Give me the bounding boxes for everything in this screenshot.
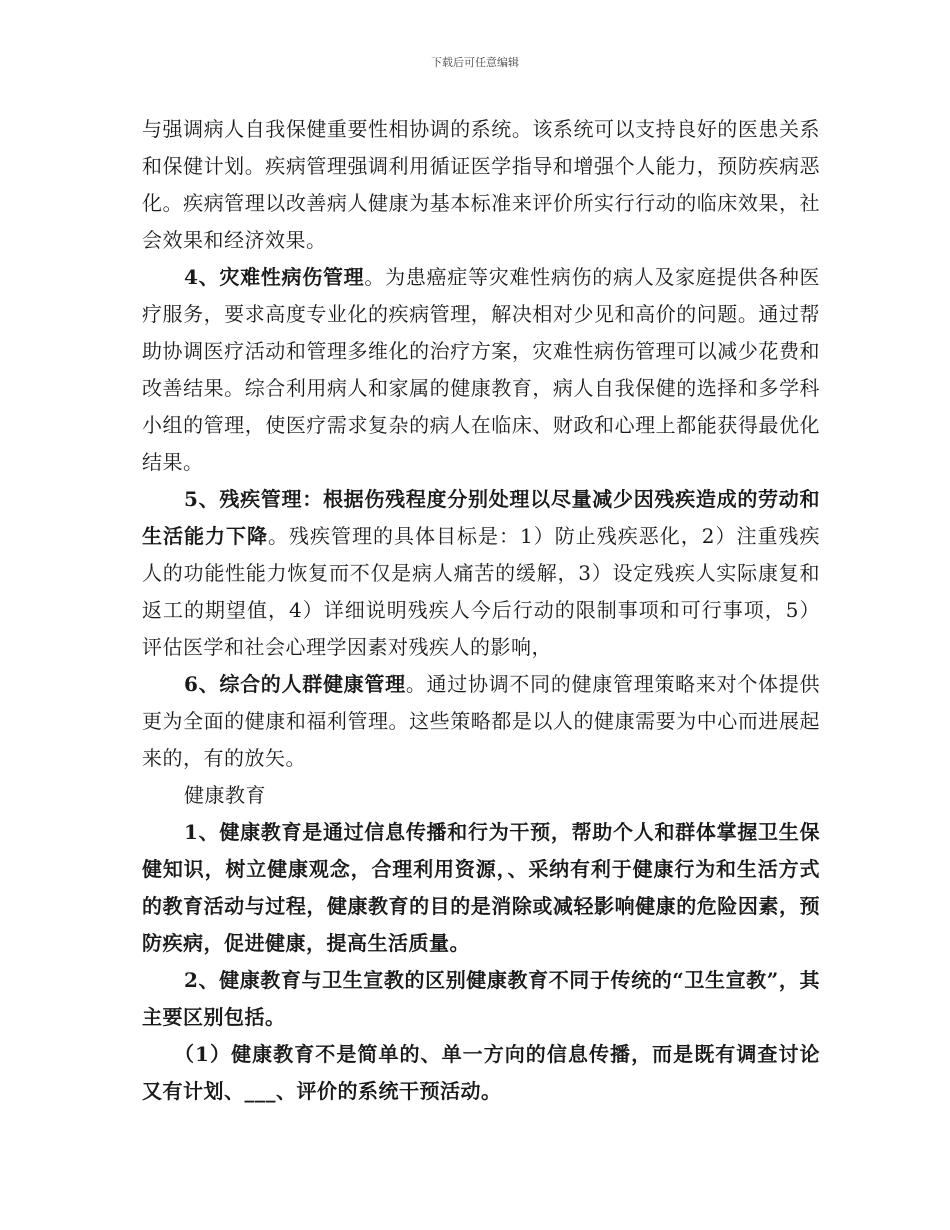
heading-disability-management: 5、残疾管理：根据伤残程度分别处理以尽量减少因残疾造成的劳动和生活能力下降 [142,487,820,548]
text-catastrophic-injury: 。为患癌症等灾难性病伤的病人及家庭提供各种医疗服务，要求高度专业化的疾病管理，解决相对少见和高价的问题。通过帮助协调医疗活动和管理多维化的治疗方案，灾难性病伤管理可以减少花费和改善结果。综合利用病人和家属的健康教育，病人自我保健的选择和多学科小组的管理，使医疗需求复杂的病人在临床、财政和心理上都能获得最优化结果。 [142,265,820,474]
section-title-health-education: 健康教育 [184,783,266,807]
paragraph-health-education-difference: 2、健康教育与卫生宣教的区别健康教育不同于传统的“卫生宣教”，其主要区别包括。 [142,968,820,1029]
document-body [142,111,820,1110]
paragraph-disability-management [142,481,820,666]
heading-catastrophic-injury: 4、灾难性病伤管理 [184,265,365,289]
page-header: 下载后可任意编辑 [431,56,519,69]
paragraph-disease-management: 与强调病人自我保健重要性相协调的系统。该系统可以支持良好的医患关系和保健计划。疾病管理强调利用循证医学指导和增强个人能力，预防疾病恶化。疾病管理以改善病人健康为基本标准来评价所实行行动的临床效果，社会效果和经济效果。 [142,117,820,252]
text-disability-management: 。残疾管理的具体目标是：1）防止残疾恶化，2）注重残疾人的功能性能力恢复而不仅是病人痛苦的缓解，3）设定残疾人实际康复和返工的期望值，4）详细说明残疾人今后行动的限制事项和可行事项，5）评估医学和社会心理学因素对残疾人的影响， [142,524,821,659]
paragraph-health-education-definition: 1、健康教育是通过信息传播和行为干预，帮助个人和群体掌握卫生保健知识，树立健康观念，合理利用资源，、采纳有利于健康行为和生活方式的教育活动与过程，健康教育的目的是消除或减轻影响健康的危险因素，预防疾病，促进健康，提高生活质量。 [142,820,820,955]
heading-population-health: 6、综合的人群健康管理 [184,672,406,696]
paragraph-population-health [142,666,820,777]
paragraph-catastrophic-injury [142,259,820,481]
paragraph-difference-item-1: （1）健康教育不是简单的、单一方向的信息传播，而是既有调查讨论又有计划、___、评价的系统干预活动。 [142,1042,820,1103]
text-population-health: 。通过协调不同的健康管理策略来对个体提供更为全面的健康和福利管理。这些策略都是以人的健康需要为中心而进展起来的，有的放矢。 [142,672,820,770]
